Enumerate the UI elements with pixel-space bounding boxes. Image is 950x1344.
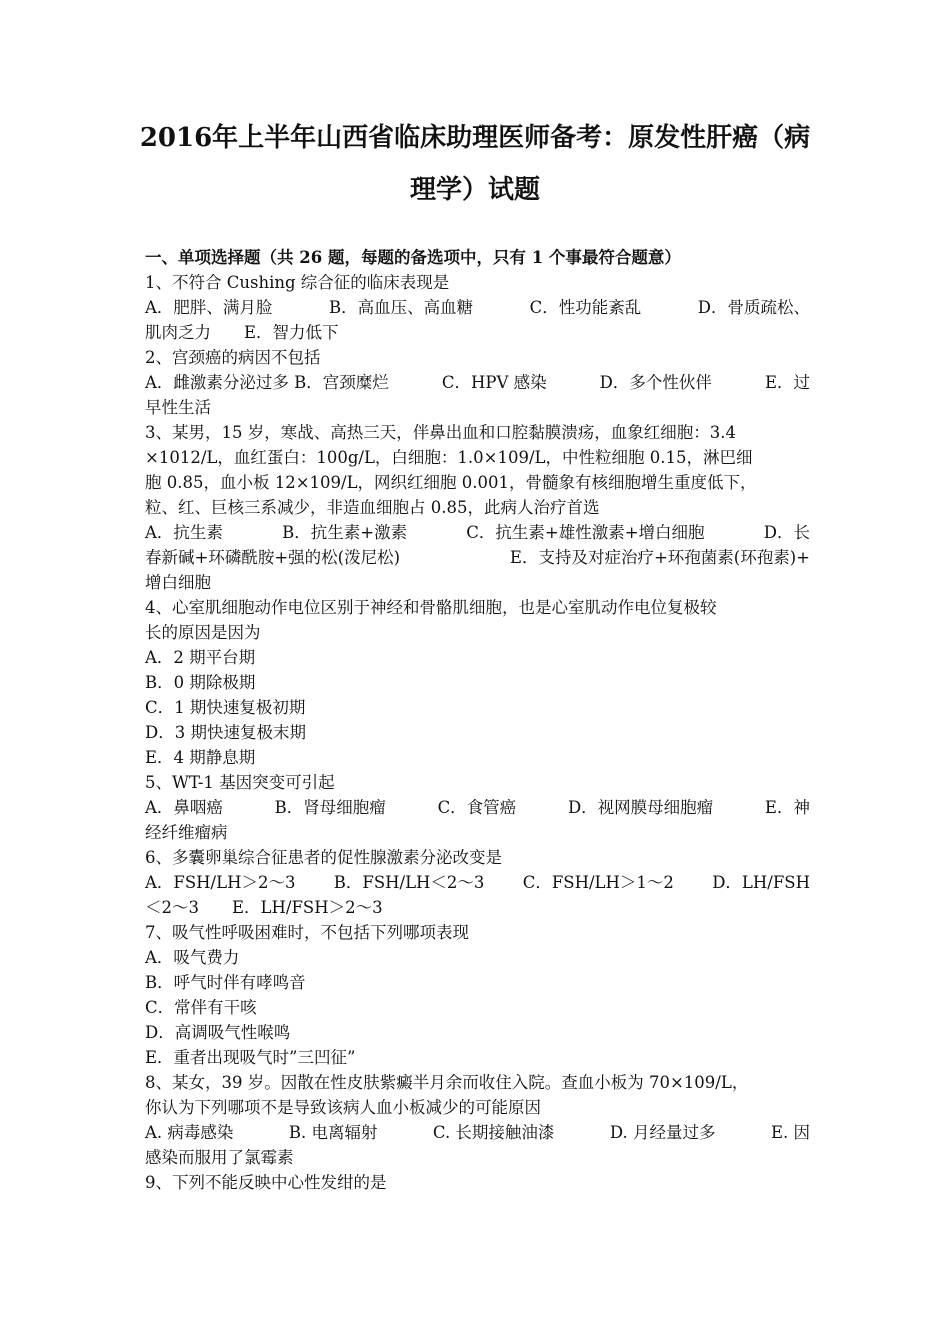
option-text: B．高血压、高血糖 — [328, 298, 474, 317]
question-stem-line: 5、WT-1 基因突变可引起 — [145, 773, 335, 792]
option-text: D．视网膜母细胞瘤 — [567, 798, 714, 817]
option-text: C．HPV 感染 — [441, 373, 547, 392]
option-text: D．长 — [763, 523, 810, 542]
section-heading: 一、单项选择题（共 26 题，每题的备选项中，只有 1 个事最符合题意） — [145, 248, 681, 267]
option-text: C．抗生素+雄性激素+增白细胞 — [466, 523, 705, 542]
question-stem-line: 长的原因是因为 — [145, 623, 261, 642]
title-line-1: 2016年上半年山西省临床助理医师备考：原发性肝癌（病 — [139, 123, 811, 153]
option-text: D．多个性伙伴 — [599, 373, 712, 392]
question-stem-line: 2、宫颈癌的病因不包括 — [145, 348, 321, 367]
option-line — [145, 520, 810, 545]
option-text: B．抗生素+激素 — [282, 523, 408, 542]
option-text: A．肥胖、满月脸 — [145, 298, 273, 317]
question-stem-line: 4、心室肌细胞动作电位区别于神经和骨骼肌细胞，也是心室肌动作电位复极较 — [145, 598, 717, 617]
question-stem-line: 3、某男，15 岁，寒战、高热三天，伴鼻出血和口腔黏膜溃疡，血象红细胞：3.4 — [145, 423, 736, 442]
option-text: A．雌激素分泌过多 B．宫颈糜烂 — [145, 373, 389, 392]
option-text: 增白细胞 — [145, 573, 211, 592]
option-text: B．FSH/LH＜2～3 — [333, 873, 485, 892]
option-line — [145, 895, 810, 920]
option-text: E．支持及对症治疗+环孢菌素(环孢素)+ — [509, 548, 810, 567]
option-text: D．3 期快速复极末期 — [145, 723, 306, 742]
option-text: 感染而服用了氯霉素 — [145, 1148, 294, 1167]
question-2 — [145, 345, 810, 420]
option-text: D．LH/FSH — [712, 873, 810, 892]
question-8 — [145, 1070, 810, 1170]
option-line — [145, 795, 810, 820]
option-line — [145, 1020, 810, 1045]
option-text: ＜2～3 E．LH/FSH＞2～3 — [145, 898, 383, 917]
option-line — [145, 870, 810, 895]
question-stem-line: 6、多囊卵巢综合征患者的促性腺激素分泌改变是 — [145, 848, 502, 867]
question-9 — [145, 1170, 810, 1195]
option-text: C．常伴有干咳 — [145, 998, 257, 1017]
question-stem-line: 7、吸气性呼吸困难时，不包括下列哪项表现 — [145, 923, 469, 942]
question-stem-line: 胞 0.85，血小板 12×109/L，网织红细胞 0.001，骨髓象有核细胞增生重度低下， — [145, 473, 757, 492]
option-line — [145, 295, 810, 320]
option-text: A．抗生素 — [145, 523, 223, 542]
question-7 — [145, 920, 810, 1070]
option-text: 春新碱+环磷酰胺+强的松(泼尼松) — [145, 548, 401, 567]
question-stem-line: 9、下列不能反映中心性发绀的是 — [145, 1173, 387, 1192]
option-text: A．鼻咽癌 — [145, 798, 223, 817]
option-text: D. 月经量过多 — [609, 1123, 716, 1142]
option-text: A．FSH/LH＞2～3 — [145, 873, 296, 892]
option-text: C．性功能紊乱 — [529, 298, 642, 317]
option-text: A．吸气费力 — [145, 948, 240, 967]
option-line — [145, 395, 810, 420]
option-line — [145, 570, 810, 595]
option-text: 肌肉乏力 E．智力低下 — [145, 323, 339, 342]
option-line — [145, 720, 810, 745]
option-text: E. 因 — [770, 1123, 810, 1142]
option-text: D．骨质疏松、 — [697, 298, 810, 317]
option-line — [145, 320, 810, 345]
option-line — [145, 545, 810, 570]
option-text: D．高调吸气性喉鸣 — [145, 1023, 291, 1042]
question-6 — [145, 845, 810, 920]
option-line — [145, 645, 810, 670]
question-stem-line: 你认为下列哪项不是导致该病人血小板减少的可能原因 — [145, 1098, 541, 1117]
option-text: 早性生活 — [145, 398, 211, 417]
option-text: E．重者出现吸气时”三凹征” — [145, 1048, 356, 1067]
question-stem-line: 粒、红、巨核三系减少，非造血细胞占 0.85，此病人治疗首选 — [145, 498, 600, 517]
option-line — [145, 695, 810, 720]
option-text: B. 电离辐射 — [288, 1123, 378, 1142]
question-stem-line: 8、某女，39 岁。因散在性皮肤紫癜半月余而收住入院。查血小板为 70×109/L， — [145, 1073, 749, 1092]
option-text: B．0 期除极期 — [145, 673, 256, 692]
question-1 — [145, 270, 810, 345]
question-stem-line: 1、不符合 Cushing 综合征的临床表现是 — [145, 273, 450, 292]
option-line — [145, 970, 810, 995]
option-text: C．FSH/LH＞1～2 — [522, 873, 674, 892]
question-stem-line: ×1012/L，血红蛋白：100g/L，白细胞：1.0×109/L，中性粒细胞 0.15，淋巴细 — [145, 448, 753, 467]
option-text: C. 长期接触油漆 — [432, 1123, 555, 1142]
option-text: C．食管癌 — [437, 798, 517, 817]
option-text: C．1 期快速复极初期 — [145, 698, 306, 717]
option-line — [145, 745, 810, 770]
document-title — [120, 112, 830, 216]
option-text: A．2 期平台期 — [145, 648, 256, 667]
option-line — [145, 995, 810, 1020]
question-list — [145, 245, 810, 1195]
option-line — [145, 1045, 810, 1070]
option-text: A. 病毒感染 — [145, 1123, 234, 1142]
question-5 — [145, 770, 810, 845]
option-line — [145, 820, 810, 845]
option-line — [145, 945, 810, 970]
option-line — [145, 1120, 810, 1145]
question-4 — [145, 595, 810, 770]
option-text: E．4 期静息期 — [145, 748, 256, 767]
option-text: E．过 — [764, 373, 810, 392]
title-line-2: 理学）试题 — [409, 175, 540, 205]
option-text: E．神 — [764, 798, 810, 817]
question-3 — [145, 420, 810, 595]
option-text: B．呼气时伴有哮鸣音 — [145, 973, 306, 992]
option-text: 经纤维瘤病 — [145, 823, 228, 842]
option-line — [145, 1145, 810, 1170]
option-text: B．肾母细胞瘤 — [274, 798, 386, 817]
option-line — [145, 370, 810, 395]
option-line — [145, 670, 810, 695]
